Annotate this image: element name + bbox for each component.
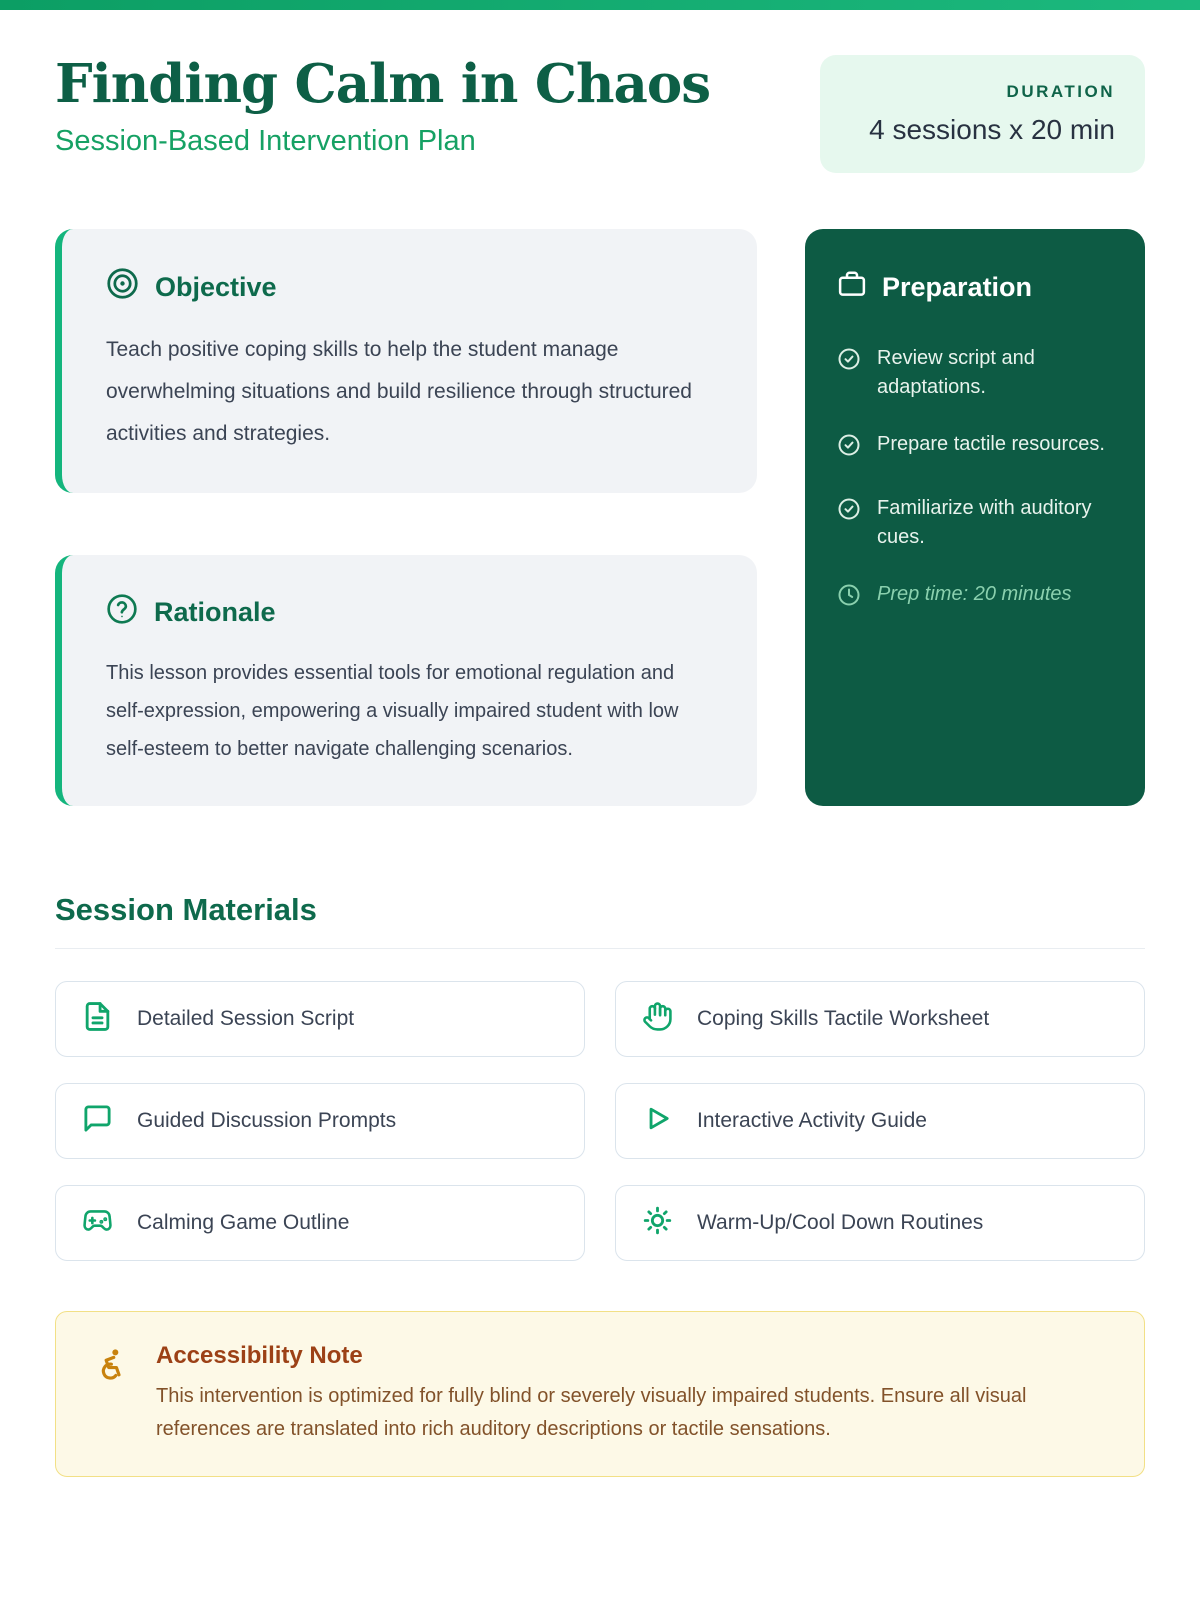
- material-label: Coping Skills Tactile Worksheet: [697, 1007, 990, 1030]
- duration-label: DURATION: [1006, 82, 1115, 101]
- material-card-tactile-worksheet[interactable]: [615, 981, 1145, 1057]
- note-body: This intervention is optimized for fully blind or severely visually impaired students. Ensure all visual references are translated into rich auditory descriptions or tactile sensations.: [156, 1385, 1027, 1440]
- material-card-discussion-prompts[interactable]: [55, 1083, 585, 1159]
- preparation-item-text: Prepare tactile resources.: [877, 433, 1105, 455]
- prep-time-row: [837, 580, 1113, 616]
- right-column: [805, 229, 1145, 806]
- materials-grid: [55, 981, 1145, 1261]
- page-subtitle: Session-Based Intervention Plan: [55, 125, 476, 158]
- hand-icon: [642, 1001, 673, 1037]
- preparation-item: [837, 344, 1113, 402]
- material-label: Guided Discussion Prompts: [137, 1109, 397, 1132]
- header: [55, 55, 1145, 173]
- prep-time-text: Prep time: 20 minutes: [877, 583, 1072, 605]
- clock-icon: [837, 580, 861, 616]
- material-label: Detailed Session Script: [137, 1007, 355, 1030]
- objective-card: [55, 229, 757, 493]
- accessibility-note: [55, 1311, 1145, 1477]
- objective-heading-row: [106, 267, 713, 307]
- rationale-card: [55, 555, 757, 806]
- preparation-heading-row: [837, 269, 1113, 306]
- sun-icon: [642, 1205, 673, 1241]
- material-label: Warm-Up/Cool Down Routines: [697, 1211, 984, 1234]
- header-titles: [55, 55, 710, 158]
- material-card-activity-guide[interactable]: [615, 1083, 1145, 1159]
- briefcase-icon: [837, 269, 867, 306]
- check-circle-icon: [837, 344, 861, 402]
- note-content: [156, 1342, 1110, 1446]
- preparation-item-text: Review script and adaptations.: [877, 347, 1035, 398]
- objective-heading: Objective: [155, 271, 277, 302]
- material-label: Interactive Activity Guide: [697, 1109, 927, 1132]
- duration-card: [820, 55, 1145, 173]
- section-divider: [55, 948, 1145, 949]
- top-accent-bar: [0, 0, 1200, 10]
- main-section: [55, 229, 1145, 806]
- check-circle-icon: [837, 430, 861, 466]
- preparation-card: [805, 229, 1145, 806]
- material-card-game-outline[interactable]: [55, 1185, 585, 1261]
- preparation-heading: Preparation: [882, 272, 1033, 302]
- target-icon: [106, 267, 139, 307]
- help-circle-icon: [106, 593, 138, 632]
- check-circle-icon: [837, 494, 861, 552]
- file-text-icon: [82, 1001, 113, 1037]
- accessible-person-icon: [90, 1346, 128, 1446]
- rationale-heading-row: [106, 593, 713, 632]
- material-label: Calming Game Outline: [137, 1211, 350, 1234]
- objective-body: Teach positive coping skills to help the student manage overwhelming situations and build resilience through structured activities and strategies.: [106, 338, 692, 445]
- gamepad-icon: [82, 1205, 113, 1241]
- speech-bubble-icon: [82, 1103, 113, 1139]
- session-materials-heading: Session Materials: [55, 892, 317, 927]
- note-title: Accessibility Note: [156, 1342, 363, 1369]
- rationale-body: This lesson provides essential tools for emotional regulation and self-expression, empowering a visually impaired student with low self-esteem to better navigate challenging scenarios.: [106, 662, 679, 760]
- left-column: [55, 229, 757, 806]
- preparation-list: [837, 344, 1113, 616]
- preparation-item: [837, 430, 1113, 466]
- preparation-item: [837, 494, 1113, 552]
- material-card-warmup-routines[interactable]: [615, 1185, 1145, 1261]
- rationale-heading: Rationale: [154, 597, 276, 627]
- preparation-item-text: Familiarize with auditory cues.: [877, 497, 1092, 548]
- play-icon: [642, 1103, 673, 1139]
- page-title: Finding Calm in Chaos: [55, 53, 711, 115]
- material-card-session-script[interactable]: [55, 981, 585, 1057]
- duration-value: 4 sessions x 20 min: [869, 114, 1115, 145]
